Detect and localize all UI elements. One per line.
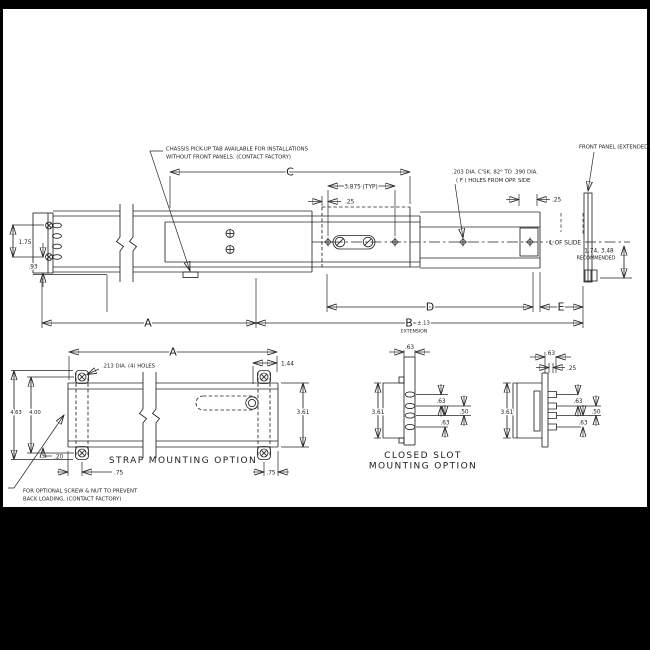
svg-text:BACK LOADING, (CONTACT FACTORY: BACK LOADING, (CONTACT FACTORY) (23, 496, 122, 503)
dim-label-a: A (144, 316, 152, 330)
closed-slot-caption-2: MOUNTING OPTION (368, 461, 478, 472)
dim-label-end-50: .50 (591, 409, 601, 416)
dim-label-20: .20 (54, 454, 64, 461)
dim-label-cs-361: 3.61 (371, 410, 385, 416)
dim-label-b-sub: EXTENSION (400, 329, 428, 335)
dim-label-3875: 3.875 (TYP) (344, 184, 378, 191)
strap-view-caption: STRAP MOUNTING OPTION (108, 456, 258, 466)
dim-label-end-25: .25 (567, 365, 577, 372)
dim-label-end-63a: .63 (573, 399, 583, 405)
dim-label-cs-63b: .63 (440, 420, 450, 427)
dim-label-25-left: .25 (345, 199, 355, 206)
svg-text:FOR OPTIONAL SCREW & NUT TO PR: FOR OPTIONAL SCREW & NUT TO PREVENT (23, 488, 138, 495)
dim-label-25-right: .25 (552, 197, 562, 204)
dim-label-e: E (557, 300, 565, 314)
cl-of-slide-label: ℄ OF SLIDE (549, 240, 582, 247)
dim-label-cs-top63: .63 (404, 345, 415, 351)
dim-label-c: C (286, 165, 294, 179)
dim-label-463: 4.63 (10, 410, 22, 416)
svg-text:.203 DIA. C'SK. 82° TO .390 DI: .203 DIA. C'SK. 82° TO .390 DIA. (452, 169, 538, 176)
dim-label-175: 1.75 (18, 239, 32, 246)
dim-label-strap-361: 3.61 (296, 410, 310, 416)
svg-text:FRONT PANEL (EXTENDED): FRONT PANEL (EXTENDED) (579, 144, 650, 151)
dim-label-93: .93 (28, 264, 38, 271)
svg-text:WITHOUT FRONT PANELS. (CONTACT: WITHOUT FRONT PANELS. (CONTACT FACTORY) (166, 154, 291, 161)
dim-label-144: 1.44 (281, 361, 294, 368)
dim-label-400: 4.00 (29, 410, 41, 416)
svg-text:1.74, 3.48: 1.74, 3.48 (584, 248, 614, 255)
dim-label-end-361: 3.61 (500, 410, 514, 416)
dim-label-d: D (425, 300, 435, 314)
svg-text:( F ) HOLES FROM OPP. SIDE: ( F ) HOLES FROM OPP. SIDE (456, 178, 531, 184)
svg-text:CHASSIS PICK-UP TAB AVAILABLE: CHASSIS PICK-UP TAB AVAILABLE FOR INSTALLATIONS (166, 146, 308, 153)
dim-label-b-tol: ±.13 (417, 320, 430, 327)
paper-area (3, 9, 647, 507)
dim-label-75-right: .75 (266, 470, 276, 477)
dim-label-cs-63a: .63 (436, 399, 446, 405)
svg-text:.213 DIA. (4) HOLES: .213 DIA. (4) HOLES (102, 363, 156, 370)
dim-label-strap-a: A (169, 345, 177, 359)
dim-label-b: B (405, 316, 413, 330)
svg-text:RECOMMENDED: RECOMMENDED (576, 256, 616, 262)
dim-label-cs-50: .50 (459, 409, 469, 416)
closed-slot-caption-1: CLOSED SLOT (384, 451, 462, 461)
dim-label-75-left: .75 (114, 470, 124, 477)
dim-label-end-63b: .63 (578, 420, 588, 427)
dim-label-end-top63: .63 (545, 350, 556, 357)
